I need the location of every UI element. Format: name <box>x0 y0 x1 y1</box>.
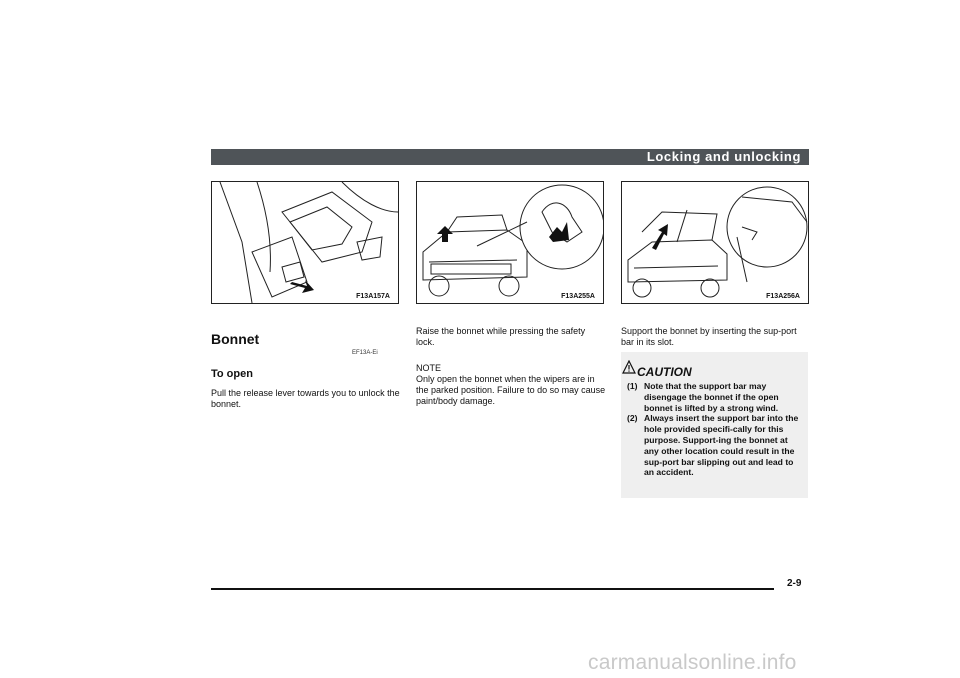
figure-code: F13A157A <box>356 293 390 300</box>
figure-code: F13A256A <box>766 293 800 300</box>
reference-code: EF13A-Ei <box>352 350 378 356</box>
release-lever-illustration <box>212 182 398 303</box>
figure-safety-lock <box>416 181 604 304</box>
warning-triangle-icon <box>622 360 636 374</box>
raise-bonnet-text: Raise the bonnet while pressing the safety lock. <box>416 326 586 347</box>
section-header-bar <box>211 149 809 165</box>
note-text: Only open the bonnet when the wipers are in the parked position. Failure to do so may cause paint/body damage. <box>416 374 606 406</box>
caution-item <box>627 413 801 478</box>
section-title: Bonnet <box>211 331 260 347</box>
bonnet-safety-lock-illustration <box>417 182 603 303</box>
bonnet-support-bar-illustration <box>622 182 808 303</box>
figure-support-bar <box>621 181 809 304</box>
caution-list <box>627 381 801 478</box>
caution-item-text: Note that the support bar may disengage the bonnet if the open bonnet is lifted by a strong wind. <box>644 381 779 413</box>
caution-item-number: (2) <box>627 413 638 424</box>
figure-code: F13A255A <box>561 293 595 300</box>
open-instructions: Pull the release lever towards you to unlock the bonnet. <box>211 388 400 409</box>
caution-item-number: (1) <box>627 381 638 391</box>
caution-item-text: Always insert the support bar into the hole provided specifi-cally for this purpose. Support-ing the bonnet at any other location could result in the sup-port bar slipping out and lead to an accident. <box>644 413 799 478</box>
figure-release-lever <box>211 181 399 304</box>
page-number: 2-9 <box>787 578 802 589</box>
note-label: NOTE <box>416 363 442 373</box>
watermark: carmanualsonline.info <box>588 651 797 674</box>
footer-rule <box>211 588 774 590</box>
section-header-title: Locking and unlocking <box>646 149 801 164</box>
caution-item <box>627 381 801 413</box>
caution-title: CAUTION <box>637 365 692 379</box>
support-bonnet-text: Support the bonnet by inserting the sup-port bar in its slot. <box>621 326 797 347</box>
subsection-title: To open <box>211 368 253 380</box>
